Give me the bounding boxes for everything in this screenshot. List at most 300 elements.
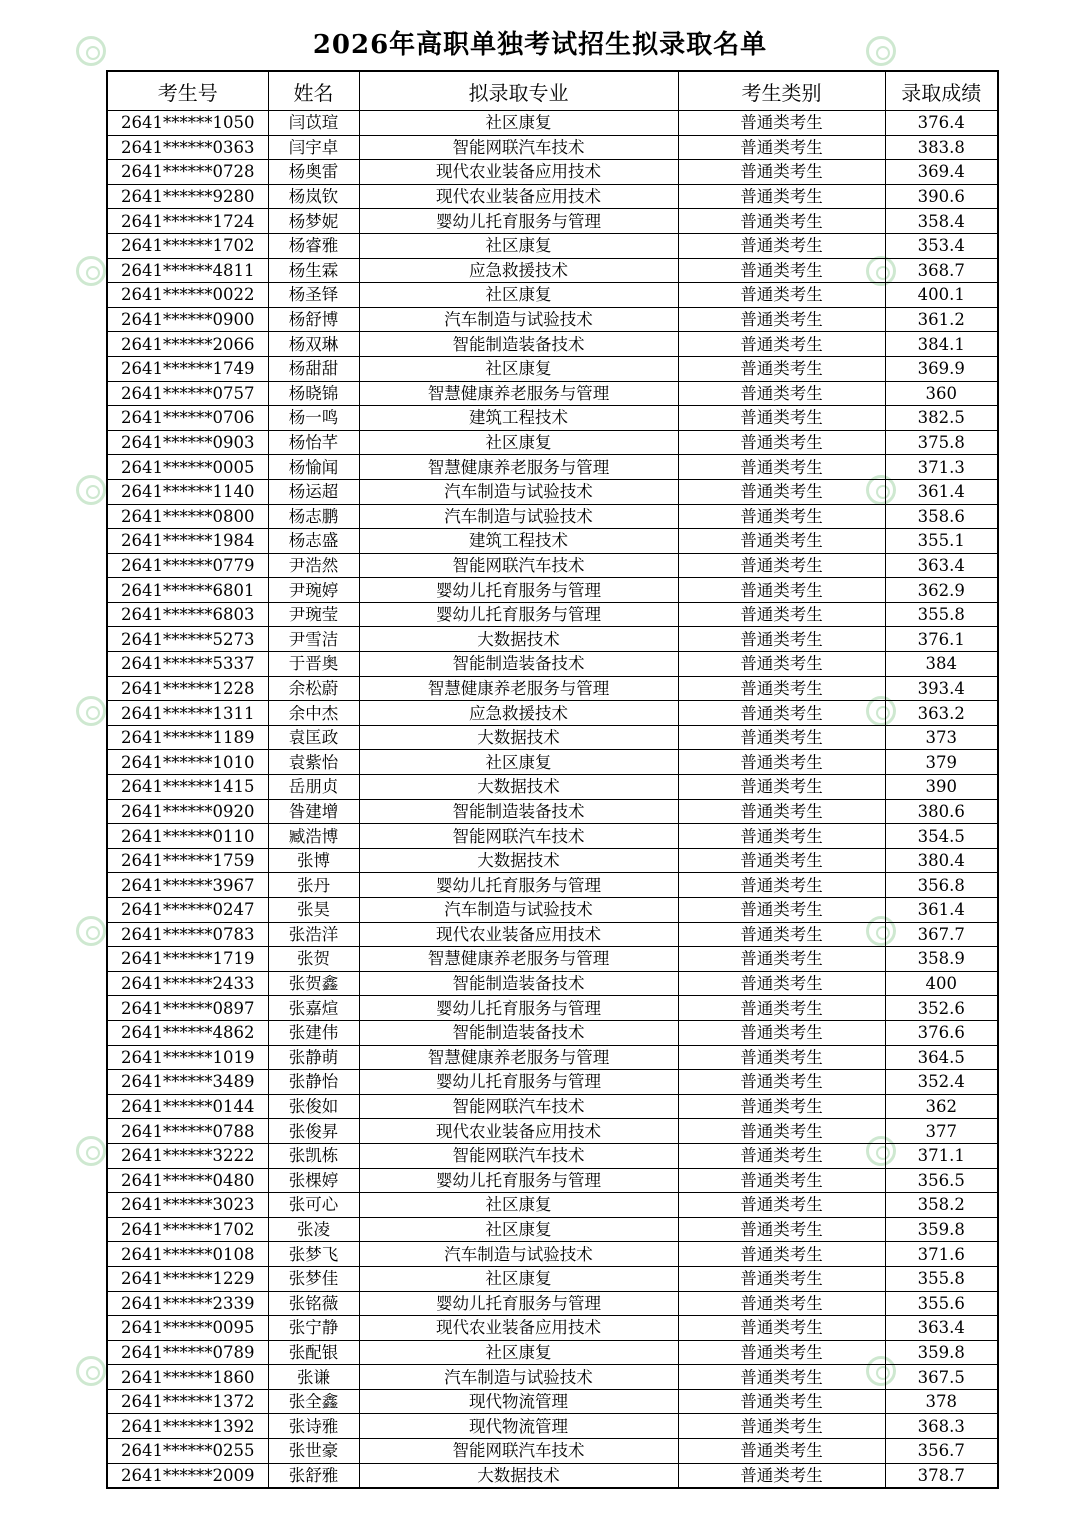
score-cell: 382.5 [885, 406, 998, 431]
major-cell: 社区康复 [359, 1266, 678, 1291]
score-cell: 369.9 [885, 356, 998, 381]
name-cell: 杨生霖 [268, 258, 359, 283]
major-cell: 婴幼儿托育服务与管理 [359, 602, 678, 627]
score-cell: 377 [885, 1119, 998, 1144]
name-cell: 张嘉煊 [268, 996, 359, 1021]
score-cell: 353.4 [885, 233, 998, 258]
category-cell: 普通类考生 [678, 233, 885, 258]
page-title: 2026年高职单独考试招生拟录取名单 [312, 30, 768, 60]
major-cell: 汽车制造与试验技术 [359, 1242, 678, 1267]
category-cell: 普通类考生 [678, 1414, 885, 1439]
name-cell: 张昊 [268, 898, 359, 923]
score-cell: 355.8 [885, 602, 998, 627]
table-row [107, 1119, 998, 1144]
name-cell: 杨奥雷 [268, 160, 359, 185]
name-cell: 张建伟 [268, 1020, 359, 1045]
major-cell: 婴幼儿托育服务与管理 [359, 1291, 678, 1316]
major-cell: 社区康复 [359, 1340, 678, 1365]
major-cell: 智能制造装备技术 [359, 799, 678, 824]
category-cell: 普通类考生 [678, 1143, 885, 1168]
table-row [107, 1070, 998, 1095]
score-cell: 390.6 [885, 184, 998, 209]
watermark-logo-icon [76, 696, 106, 726]
candidate-id-cell: 2641******0728 [107, 160, 268, 185]
candidate-id-cell: 2641******3967 [107, 873, 268, 898]
table-row [107, 1094, 998, 1119]
watermark-logo-icon [76, 1356, 106, 1386]
candidate-id-cell: 2641******1719 [107, 947, 268, 972]
score-cell: 378 [885, 1389, 998, 1414]
name-cell: 余中杰 [268, 701, 359, 726]
name-cell: 杨志盛 [268, 529, 359, 554]
table-row [107, 627, 998, 652]
table-row [107, 1316, 998, 1341]
candidate-id-cell: 2641******1228 [107, 676, 268, 701]
category-cell: 普通类考生 [678, 1365, 885, 1390]
table-row [107, 578, 998, 603]
name-cell: 张铭薇 [268, 1291, 359, 1316]
table-row [107, 1414, 998, 1439]
name-cell: 张诗雅 [268, 1414, 359, 1439]
table-row [107, 775, 998, 800]
category-cell: 普通类考生 [678, 1389, 885, 1414]
score-cell: 361.4 [885, 479, 998, 504]
table-row [107, 971, 998, 996]
category-cell: 普通类考生 [678, 1119, 885, 1144]
category-cell: 普通类考生 [678, 1217, 885, 1242]
table-row [107, 233, 998, 258]
table-row [107, 307, 998, 332]
admission-table [106, 70, 999, 1489]
name-cell: 张全鑫 [268, 1389, 359, 1414]
name-cell: 杨圣铎 [268, 283, 359, 308]
category-cell: 普通类考生 [678, 455, 885, 480]
table-row [107, 332, 998, 357]
category-cell: 普通类考生 [678, 1193, 885, 1218]
candidate-id-cell: 2641******0789 [107, 1340, 268, 1365]
score-cell: 364.5 [885, 1045, 998, 1070]
score-cell: 356.5 [885, 1168, 998, 1193]
major-cell: 智能网联汽车技术 [359, 135, 678, 160]
score-cell: 373 [885, 725, 998, 750]
candidate-id-cell: 2641******1372 [107, 1389, 268, 1414]
category-cell: 普通类考生 [678, 356, 885, 381]
table-row [107, 111, 998, 136]
name-cell: 尹雪洁 [268, 627, 359, 652]
major-cell: 现代农业装备应用技术 [359, 184, 678, 209]
major-cell: 社区康复 [359, 283, 678, 308]
category-cell: 普通类考生 [678, 283, 885, 308]
candidate-id-cell: 2641******0897 [107, 996, 268, 1021]
category-cell: 普通类考生 [678, 578, 885, 603]
score-cell: 393.4 [885, 676, 998, 701]
name-cell: 张博 [268, 848, 359, 873]
table-row [107, 725, 998, 750]
major-cell: 智能网联汽车技术 [359, 824, 678, 849]
name-cell: 张世豪 [268, 1439, 359, 1464]
header-name: 姓名 [268, 71, 359, 111]
major-cell: 大数据技术 [359, 1463, 678, 1488]
category-cell: 普通类考生 [678, 160, 885, 185]
category-cell: 普通类考生 [678, 848, 885, 873]
table-body [107, 111, 998, 1489]
name-cell: 袁紫怡 [268, 750, 359, 775]
candidate-id-cell: 2641******3023 [107, 1193, 268, 1218]
score-cell: 356.8 [885, 873, 998, 898]
table-row [107, 504, 998, 529]
major-cell: 智能网联汽车技术 [359, 1143, 678, 1168]
category-cell: 普通类考生 [678, 873, 885, 898]
table-row [107, 873, 998, 898]
major-cell: 现代农业装备应用技术 [359, 160, 678, 185]
score-cell: 367.5 [885, 1365, 998, 1390]
name-cell: 尹琬婷 [268, 578, 359, 603]
category-cell: 普通类考生 [678, 1242, 885, 1267]
score-cell: 384 [885, 652, 998, 677]
score-cell: 352.4 [885, 1070, 998, 1095]
major-cell: 智能制造装备技术 [359, 652, 678, 677]
name-cell: 余松蔚 [268, 676, 359, 701]
candidate-id-cell: 2641******0800 [107, 504, 268, 529]
score-cell: 400 [885, 971, 998, 996]
table-row [107, 1266, 998, 1291]
table-row [107, 701, 998, 726]
category-cell: 普通类考生 [678, 652, 885, 677]
candidate-id-cell: 2641******1724 [107, 209, 268, 234]
category-cell: 普通类考生 [678, 258, 885, 283]
score-cell: 362 [885, 1094, 998, 1119]
candidate-id-cell: 2641******0783 [107, 922, 268, 947]
name-cell: 臧浩博 [268, 824, 359, 849]
name-cell: 岳朋贞 [268, 775, 359, 800]
major-cell: 智慧健康养老服务与管理 [359, 1045, 678, 1070]
major-cell: 大数据技术 [359, 725, 678, 750]
major-cell: 建筑工程技术 [359, 529, 678, 554]
name-cell: 张可心 [268, 1193, 359, 1218]
score-cell: 358.2 [885, 1193, 998, 1218]
candidate-id-cell: 2641******1702 [107, 233, 268, 258]
category-cell: 普通类考生 [678, 1316, 885, 1341]
table-row [107, 430, 998, 455]
table-row [107, 160, 998, 185]
category-cell: 普通类考生 [678, 602, 885, 627]
category-cell: 普通类考生 [678, 135, 885, 160]
category-cell: 普通类考生 [678, 1340, 885, 1365]
category-cell: 普通类考生 [678, 307, 885, 332]
candidate-id-cell: 2641******2433 [107, 971, 268, 996]
score-cell: 371.1 [885, 1143, 998, 1168]
candidate-id-cell: 2641******1415 [107, 775, 268, 800]
table-row [107, 529, 998, 554]
major-cell: 智能制造装备技术 [359, 971, 678, 996]
category-cell: 普通类考生 [678, 725, 885, 750]
category-cell: 普通类考生 [678, 750, 885, 775]
major-cell: 大数据技术 [359, 848, 678, 873]
score-cell: 363.4 [885, 553, 998, 578]
candidate-id-cell: 2641******1984 [107, 529, 268, 554]
table-row [107, 553, 998, 578]
name-cell: 杨睿雅 [268, 233, 359, 258]
table-row [107, 1143, 998, 1168]
score-cell: 390 [885, 775, 998, 800]
major-cell: 汽车制造与试验技术 [359, 504, 678, 529]
table-row [107, 602, 998, 627]
table-row [107, 1389, 998, 1414]
candidate-id-cell: 2641******0903 [107, 430, 268, 455]
candidate-id-cell: 2641******0108 [107, 1242, 268, 1267]
table-row [107, 1242, 998, 1267]
table-row [107, 455, 998, 480]
table-row [107, 209, 998, 234]
name-cell: 张浩洋 [268, 922, 359, 947]
major-cell: 汽车制造与试验技术 [359, 307, 678, 332]
table-row [107, 799, 998, 824]
score-cell: 359.8 [885, 1217, 998, 1242]
table-row [107, 898, 998, 923]
score-cell: 380.6 [885, 799, 998, 824]
candidate-id-cell: 2641******2066 [107, 332, 268, 357]
candidate-id-cell: 2641******1860 [107, 1365, 268, 1390]
candidate-id-cell: 2641******1702 [107, 1217, 268, 1242]
table-row [107, 283, 998, 308]
name-cell: 张配银 [268, 1340, 359, 1365]
table-row [107, 1439, 998, 1464]
major-cell: 智能制造装备技术 [359, 1020, 678, 1045]
candidate-id-cell: 2641******0779 [107, 553, 268, 578]
category-cell: 普通类考生 [678, 701, 885, 726]
major-cell: 智能网联汽车技术 [359, 553, 678, 578]
score-cell: 363.2 [885, 701, 998, 726]
name-cell: 张静萌 [268, 1045, 359, 1070]
candidate-id-cell: 2641******0110 [107, 824, 268, 849]
score-cell: 361.2 [885, 307, 998, 332]
candidate-id-cell: 2641******2009 [107, 1463, 268, 1488]
candidate-id-cell: 2641******1019 [107, 1045, 268, 1070]
category-cell: 普通类考生 [678, 799, 885, 824]
table-row [107, 750, 998, 775]
header-category: 考生类别 [678, 71, 885, 111]
name-cell: 张舒雅 [268, 1463, 359, 1488]
major-cell: 社区康复 [359, 1193, 678, 1218]
name-cell: 张梦佳 [268, 1266, 359, 1291]
watermark-logo-icon [76, 475, 106, 505]
score-cell: 358.6 [885, 504, 998, 529]
candidate-id-cell: 2641******3222 [107, 1143, 268, 1168]
score-cell: 368.3 [885, 1414, 998, 1439]
major-cell: 现代农业装备应用技术 [359, 922, 678, 947]
score-cell: 376.1 [885, 627, 998, 652]
score-cell: 354.5 [885, 824, 998, 849]
major-cell: 建筑工程技术 [359, 406, 678, 431]
major-cell: 智慧健康养老服务与管理 [359, 381, 678, 406]
candidate-id-cell: 2641******0900 [107, 307, 268, 332]
candidate-id-cell: 2641******0095 [107, 1316, 268, 1341]
score-cell: 358.4 [885, 209, 998, 234]
candidate-id-cell: 2641******0005 [107, 455, 268, 480]
candidate-id-cell: 2641******1392 [107, 1414, 268, 1439]
category-cell: 普通类考生 [678, 922, 885, 947]
candidate-id-cell: 2641******0144 [107, 1094, 268, 1119]
score-cell: 360 [885, 381, 998, 406]
name-cell: 杨一鸣 [268, 406, 359, 431]
candidate-id-cell: 2641******4811 [107, 258, 268, 283]
score-cell: 376.6 [885, 1020, 998, 1045]
category-cell: 普通类考生 [678, 627, 885, 652]
name-cell: 杨梦妮 [268, 209, 359, 234]
candidate-id-cell: 2641******1189 [107, 725, 268, 750]
major-cell: 智慧健康养老服务与管理 [359, 947, 678, 972]
candidate-id-cell: 2641******0022 [107, 283, 268, 308]
category-cell: 普通类考生 [678, 1094, 885, 1119]
major-cell: 应急救援技术 [359, 258, 678, 283]
name-cell: 尹琬莹 [268, 602, 359, 627]
name-cell: 杨甜甜 [268, 356, 359, 381]
table-row [107, 1463, 998, 1488]
name-cell: 张棵婷 [268, 1168, 359, 1193]
name-cell: 张俊如 [268, 1094, 359, 1119]
table-row [107, 922, 998, 947]
table-row [107, 652, 998, 677]
category-cell: 普通类考生 [678, 430, 885, 455]
name-cell: 张凯栋 [268, 1143, 359, 1168]
major-cell: 智能制造装备技术 [359, 332, 678, 357]
candidate-id-cell: 2641******3489 [107, 1070, 268, 1095]
category-cell: 普通类考生 [678, 504, 885, 529]
table-row [107, 824, 998, 849]
category-cell: 普通类考生 [678, 406, 885, 431]
name-cell: 张贺 [268, 947, 359, 972]
candidate-id-cell: 2641******1759 [107, 848, 268, 873]
category-cell: 普通类考生 [678, 111, 885, 136]
watermark-logo-icon [76, 916, 106, 946]
category-cell: 普通类考生 [678, 947, 885, 972]
table-row [107, 1193, 998, 1218]
name-cell: 张贺鑫 [268, 971, 359, 996]
name-cell: 杨怡芊 [268, 430, 359, 455]
table-row [107, 1045, 998, 1070]
category-cell: 普通类考生 [678, 1168, 885, 1193]
table-row [107, 1168, 998, 1193]
score-cell: 362.9 [885, 578, 998, 603]
candidate-id-cell: 2641******0920 [107, 799, 268, 824]
watermark-logo-icon [76, 1136, 106, 1166]
candidate-id-cell: 2641******6803 [107, 602, 268, 627]
score-cell: 352.6 [885, 996, 998, 1021]
candidate-id-cell: 2641******0363 [107, 135, 268, 160]
candidate-id-cell: 2641******0757 [107, 381, 268, 406]
name-cell: 袁匡政 [268, 725, 359, 750]
major-cell: 社区康复 [359, 430, 678, 455]
candidate-id-cell: 2641******2339 [107, 1291, 268, 1316]
score-cell: 359.8 [885, 1340, 998, 1365]
category-cell: 普通类考生 [678, 381, 885, 406]
table-row [107, 381, 998, 406]
major-cell: 社区康复 [359, 233, 678, 258]
score-cell: 378.7 [885, 1463, 998, 1488]
major-cell: 汽车制造与试验技术 [359, 479, 678, 504]
table-row [107, 1291, 998, 1316]
table-row [107, 1365, 998, 1390]
category-cell: 普通类考生 [678, 1439, 885, 1464]
major-cell: 婴幼儿托育服务与管理 [359, 209, 678, 234]
major-cell: 婴幼儿托育服务与管理 [359, 1168, 678, 1193]
name-cell: 张梦飞 [268, 1242, 359, 1267]
table-row [107, 356, 998, 381]
major-cell: 智慧健康养老服务与管理 [359, 455, 678, 480]
candidate-id-cell: 2641******0247 [107, 898, 268, 923]
category-cell: 普通类考生 [678, 898, 885, 923]
table-row [107, 848, 998, 873]
major-cell: 社区康复 [359, 1217, 678, 1242]
name-cell: 杨志鹏 [268, 504, 359, 529]
watermark-logo-icon [76, 256, 106, 286]
name-cell: 昝建增 [268, 799, 359, 824]
name-cell: 杨愉闻 [268, 455, 359, 480]
header-major: 拟录取专业 [359, 71, 678, 111]
category-cell: 普通类考生 [678, 971, 885, 996]
score-cell: 355.1 [885, 529, 998, 554]
candidate-id-cell: 2641******1050 [107, 111, 268, 136]
score-cell: 371.6 [885, 1242, 998, 1267]
name-cell: 杨晓锦 [268, 381, 359, 406]
major-cell: 汽车制造与试验技术 [359, 898, 678, 923]
score-cell: 369.4 [885, 160, 998, 185]
table-row [107, 135, 998, 160]
name-cell: 闫宇卓 [268, 135, 359, 160]
table-row [107, 258, 998, 283]
score-cell: 371.3 [885, 455, 998, 480]
candidate-id-cell: 2641******1229 [107, 1266, 268, 1291]
candidate-id-cell: 2641******0706 [107, 406, 268, 431]
name-cell: 杨运超 [268, 479, 359, 504]
score-cell: 361.4 [885, 898, 998, 923]
name-cell: 张谦 [268, 1365, 359, 1390]
name-cell: 张丹 [268, 873, 359, 898]
major-cell: 婴幼儿托育服务与管理 [359, 996, 678, 1021]
table-row [107, 1020, 998, 1045]
score-cell: 400.1 [885, 283, 998, 308]
category-cell: 普通类考生 [678, 1045, 885, 1070]
table-row [107, 479, 998, 504]
major-cell: 社区康复 [359, 111, 678, 136]
major-cell: 智慧健康养老服务与管理 [359, 676, 678, 701]
candidate-id-cell: 2641******5273 [107, 627, 268, 652]
score-cell: 363.4 [885, 1316, 998, 1341]
score-cell: 384.1 [885, 332, 998, 357]
name-cell: 张俊昇 [268, 1119, 359, 1144]
candidate-id-cell: 2641******1140 [107, 479, 268, 504]
category-cell: 普通类考生 [678, 1020, 885, 1045]
major-cell: 现代农业装备应用技术 [359, 1316, 678, 1341]
candidate-id-cell: 2641******1010 [107, 750, 268, 775]
candidate-id-cell: 2641******4862 [107, 1020, 268, 1045]
candidate-id-cell: 2641******1749 [107, 356, 268, 381]
score-cell: 356.7 [885, 1439, 998, 1464]
table-row [107, 406, 998, 431]
major-cell: 社区康复 [359, 750, 678, 775]
table-row [107, 1217, 998, 1242]
name-cell: 闫苡瑄 [268, 111, 359, 136]
category-cell: 普通类考生 [678, 676, 885, 701]
table-row [107, 1340, 998, 1365]
name-cell: 杨舒博 [268, 307, 359, 332]
name-cell: 于晋奥 [268, 652, 359, 677]
candidate-id-cell: 2641******0480 [107, 1168, 268, 1193]
major-cell: 现代农业装备应用技术 [359, 1119, 678, 1144]
category-cell: 普通类考生 [678, 553, 885, 578]
score-cell: 368.7 [885, 258, 998, 283]
header-candidate-id: 考生号 [107, 71, 268, 111]
